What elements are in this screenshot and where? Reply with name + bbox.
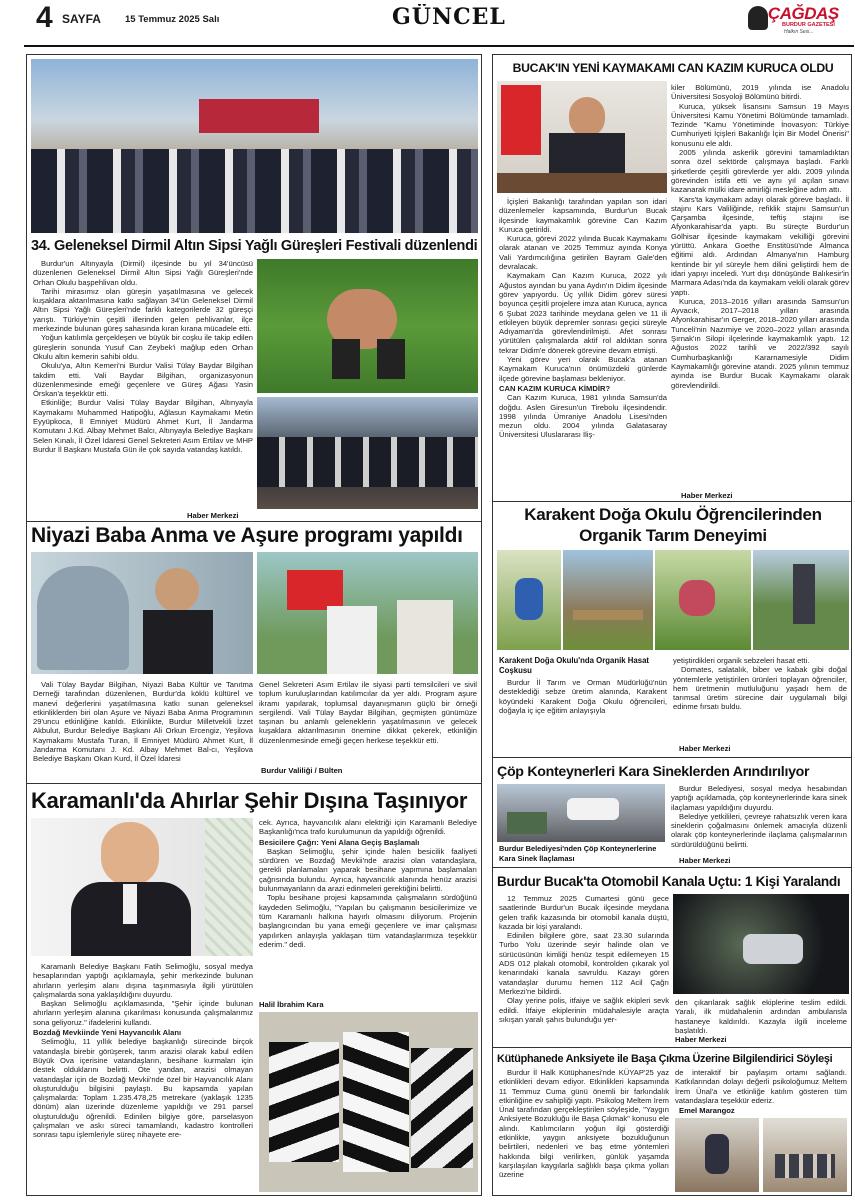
headline-wrestling: 34. Geleneksel Dirmil Altın Sipsi Yağlı Güreşleri Festivali düzenlendi <box>31 238 478 254</box>
para: Kaymakam Can Kazım Kuruca, 2022 yılı Ağustos ayından bu yana Aydın'ın Didim ilçesinde görev yapıyordu. Üç yıllık Didim görev süresi boyunca çeşitli projelere imza atan Kuruca, ayrıca 6 Şubat 2023 tarihinde meydana gelen ve 11 ili etkileyen büyük depremler sonrası geçici süreyle Adıyaman'da görevlendirilmişti. Afet sonrası yürütülen çalışmalarda aktif rol aldıktan sonra tekrar Didim'e dönerek görevine devam etmişti. <box>499 271 667 355</box>
photo-land-map <box>205 818 253 956</box>
para: Domates, salatalık, biber ve kabak gibi doğal yöntemlerle yetiştirilen ürünleri toplayan öğrenciler, hem üretmenin mutluluğunu yaşadı hem de tarımsal üretim sürecine dair uygulamalı bilgi edinme fırsatı buldu. <box>673 665 847 712</box>
para: Belediye yetkilileri, çevreye rahatsızlık veren kara sineklerin çoğalmasını önlemek amacıyla düzenli olarak çöp konteynerlerinde ilaçlama çalışmalarının sürdürüldüğünü belirtti. <box>671 811 847 849</box>
photo-child-garden-1 <box>497 550 561 650</box>
para: Edinilen bilgilere göre, saat 23.30 sularında Turbo Yolu üzerinde seyir halinde olan ve sürücüsünün kimliği henüz tespit edilemeyen 15 ADS 012 plakalı otomobil, kontrolden çıkarak yol kenarındaki kanala savruldu. Kazayı gören vatandaşlar durumu hemen 112 Acil Çağrı Merkezi'ne bildirdi. <box>499 931 669 996</box>
photo-kaymakam-desk <box>497 81 667 193</box>
body-niyazi-col2 <box>259 680 477 766</box>
section-title: GÜNCEL <box>392 4 506 30</box>
para: Yeni görev yeri olarak Bucak'a atanan Kaymakam Kuruca'nın önümüzdeki günlerde ilçede görevine başlaması bekleniyor. <box>499 355 667 383</box>
article-niyazi-baba <box>26 522 482 784</box>
article-karamanli <box>26 784 482 1196</box>
caption-karakent: Karakent Doğa Okulu'nda Organik Hasat Coşkusu <box>499 656 650 675</box>
para: Olay yerine polis, itfaiye ve sağlık ekipleri sevk edildi. İtfaiye ekiplerinin müdahalesiyle araçta sıkışan yaralı şahıs bulunduğu yer- <box>499 996 669 1024</box>
page-word: SAYFA <box>62 12 101 26</box>
photo-aşure-ceremony <box>257 552 478 674</box>
issue-date: 15 Temmuz 2025 Salı <box>125 14 220 25</box>
para: cek. Ayrıca, hayvancılık alanı elektriği için Karamanlı Belediye Başkanlığı'nca trafo kurulumunun da yapıldığı öğrenildi. <box>259 818 477 837</box>
headline-kutuphane: Kütüphanede Anksiyete ile Başa Çıkma Üzerine Bilgilendirici Söyleşi <box>497 1053 833 1065</box>
article-cop-konteyner <box>492 758 852 868</box>
para: Burdur İl Halk Kütüphanesi'nde KÜYAP'25 yaz etkinlikleri devam ediyor. Etkinlikleri kapsamında 11 Temmuz Cuma günü önemli bir farkındalık etkinliğine ev sahipliği yaptı. Psikolog Meltem İrem Ünal tarafından gerçekleştirilen söyleşide, "Yaygın Anksiyete Bozukluğu ile Başa Çıkmak" konusu ele alındı. Katılımcıların yoğun ilgi gösterdiği etkinlikte, yaygın anksiyete bozukluğunun belirtileri, nedenleri ve baş etme yöntemleri hakkında bilgi verilirken, günlük yaşamda karşılaşılan kaygılarla sağlıklı başa çıkma yolları üzerine <box>499 1068 669 1180</box>
body-cop-konteyner <box>671 784 847 856</box>
body-bucak-kaza-right <box>675 998 847 1034</box>
para: Vali Tülay Baydar Bilgihan, Niyazi Baba Kültür ve Tanıtma Derneği tarafından düzenlenen, Burdur'da köklü kültürel ve manevi değerlerini yaşatılmasına katkı sunan geleneksel etkinliklerden biri olan Aşure ve Niyazi Baba Anma Programının 29'uncu etkinliğine katıldı. Etkinlikte, Burdur Milletvekili İzzet Akbulut, Burdur Belediye Başkanı Ali Orkun Ercengiz, Yeşilova Kaymakamı Mustafa Turan, İl Emniyet Müdürü Ahmet Kurt, İl Jandarma Komutanı J. Kd. Albay Mehmet Bal-cı, Yeşilova Belediye Başkanı Okan Kurd, İl Özel İdaresi <box>33 680 253 764</box>
photo-wrestlers-grass <box>257 259 478 393</box>
headline-bucak-kaymakam: BUCAK'IN YENİ KAYMAKAMI CAN KAZIM KURUCA OLDU <box>512 61 834 75</box>
para: Etkinliğe; Burdur Valisi Tülay Baydar Bilgihan, Altınyayla Kaymakamı Muhammed Hatipoğlu, Ağlasun Kaymakamı Metin Eyyüpkoca, İl Emniyet Müdürü Ahmet Kurt, İl Jandarma Komutanı J.Kd. Albay Mehmet Balcı, Altınyayla Belediye Başkanı Selen Kınalı, İl Özel İdaresi Genel Sekreteri Asım Ertilav ve MHP Burdur İl Başkanı Mustafa Gün ile çok sayıda vatandaş katıldı. <box>33 398 253 454</box>
photo-speaker-microphone <box>31 552 253 674</box>
headline-niyazi-baba: Niyazi Baba Anma ve Aşure programı yapıldı <box>31 524 463 547</box>
photo-library-talk-1 <box>675 1118 759 1192</box>
body-karakent-left <box>499 678 667 742</box>
byline-bucak-kaymakam: Haber Merkezi <box>681 491 733 500</box>
para: den çıkarılarak sağlık ekiplerine teslim edildi. Yaralı, ilk müdahalenin ardından ambulansla hastaneye kaldırıldı. Kazayla ilgili inceleme başlatıldı. <box>675 998 847 1034</box>
para: Kars'ta kaymakam adayı olarak göreve başladı. İl stajını Kars Valiliğinde, refiklik stajını Samsun'un Çarşamba ilçesinde, teftiş stajını ise Afyonkarahisar'da yaptı. Bu süreçte Burdur'un Gölhisar ilçesinde kaymakam vekilliği görevini yürüttü. Ankara Goethe Enstitüsü'nde Almanca eğitimi aldı. Ardından Almanya'nın Hamburg kentinde bir yıl süreyle hem dilini geliştirdi hem de idari yapıyı inceledi. Yurt dışı dönüşünde Balıkesir'in Marmara Adası'nda da kaymakam vekili olarak görev yaptı. <box>671 194 849 297</box>
page-header <box>0 0 855 48</box>
body-wrestling <box>33 259 253 511</box>
para: İçişleri Bakanlığı tarafından yapılan son idari düzenlemeler kapsamında, Burdur'un Bucak ilçesinde kaymakamlık görevine Can Kazım Kuruca getirildi. <box>499 197 667 234</box>
para: 2005 yılında askerlik görevini tamamladıktan sonra özel sektörde çalışmaya başladı. Farklı şirketlerde çeşitli görevlerde yer aldı. 2009 yılında görevinden istifa etti ve aynı yıl açılan sınavı kazanarak mülki idare amirliği mesleğine adım attı. <box>671 148 849 195</box>
photo-car-accident-night <box>673 894 849 994</box>
article-bucak-kaza <box>492 868 852 1048</box>
article-karakent <box>492 502 852 758</box>
photo-child-garden-2 <box>655 550 751 650</box>
subheading: Bozdağ Mevkiinde Yeni Hayvancılık Alanı <box>33 1028 182 1038</box>
para: Tarihi mirasımız olan güreşin yaşatılmasına ve gelecek kuşaklara aktarılmasına katkı sağlayan 34'ün Geleneksel Dirmil Altın Sipsi Yağlı Güreşleri'nde farklı kategorilerde 32 güreşçi yarıştı. Türkiye'nin çeşitli illerinden gelen pehlivanlar, ilçe merkezinde bulunan güreş sahasında kıran kırana mücadele etti. <box>33 286 253 334</box>
page-number: 4 <box>36 1 53 34</box>
photo-students-harvest <box>563 550 653 650</box>
logo-emblem-icon <box>748 6 768 30</box>
para: Okulu'ya, Altın Kemeri'ni Burdur Valisi Tülay Baydar Bilgihan takdim etti. Vali Baydar Bilgihan, organizasyonun düzenlenmesinde emeği geçenlere ve Güreş Ağası Yasin Örskan'a teşekkür etti. <box>33 361 253 399</box>
article-kutuphane <box>492 1048 852 1196</box>
body-karamanli-col1 <box>33 962 253 1192</box>
para: Burdur İl Tarım ve Orman Müdürlüğü'nün desteklediği sebze üretim alanında, Karakent köyündeki Karakent Doğa Okulu öğrencileri, doğayla iç içe eğitim anlayışıyla <box>499 678 667 715</box>
byline-cop-konteyner: Haber Merkezi <box>679 856 731 865</box>
article-bucak-kaymakam <box>492 54 852 502</box>
headline-cop-konteyner: Çöp Konteynerleri Kara Sineklerden Arındırılıyor <box>497 764 810 780</box>
byline-kutuphane: Emel Marangoz <box>679 1106 735 1115</box>
para: kiler Bölümünü, 2019 yılında ise Anadolu Üniversitesi Sosyoloji Bölümünü bitirdi. <box>671 83 849 102</box>
para: Burdur Belediyesi, sosyal medya hesabından yaptığı açıklamada, çöp konteynerlerinde kara sinek ilaçlaması yapıldığını duyurdu. <box>671 784 847 812</box>
para: Selimoğlu, 11 yıllık belediye başkanlığı sürecinde birçok vatandaşla birebir görüşerek, tarım arazisi olarak kabul edilen Büyük Ova içerisine vatandaşların, besihane kurmaları için destek olduklarını belirtti. Öte yandan, arazisi olmayan vatandaşlar için de Bozdağ Mevkii'nde özel bir Hayvancılık Alanı oluşturulduğu bilgisini paylaştı. Bu kapsamda yapılan çalışmalarda: Toplam 1.235.478,25 metrekare (yaklaşık 1235 dönüm) alan üzerinde düzenleme yapıldığı ve 291 parsel oluşturulduğu öğrenildi. Edinilen bilgiye göre, parselasyon çalışmaları ve askı süreci tamamlandı, kadastro kontrolleri sonrası tapu işlemleriyle süreç nihayete ere- <box>33 1037 253 1140</box>
para: 12 Temmuz 2025 Cumartesi günü gece saatlerinde Burdur'un Bucak ilçesinde meydana gelen trafik kazasında bir otomobil kanala düştü, kazada bir kişi yaralandı. <box>499 894 669 931</box>
headline-karakent-1: Karakent Doğa Okulu Öğrencilerinden <box>524 505 822 524</box>
photo-library-talk-2 <box>763 1118 847 1192</box>
masthead-logo <box>748 4 852 36</box>
para: Kuruca, 2013–2016 yılları arasında Samsun'un Ayvacık, 2017–2018 yılları arasında Afyonkarahisar'ın Gerger, 2018–2020 yılları arasında Tunceli'nin Nazımiye ve 2020–2022 yılları arasında Şırnak'ın Silopi ilçelerinde kaymakamlık yaptı. 12 Ağustos 2022 tarihli ve 2022/392 sayılı Cumhurbaşkanlığı Kararnamesiyle Didim Kaymakamlığı görevine atandı. 2025 yılının temmuz ayında ise Burdur Bucak Kaymakamı olarak görevlendirildi. <box>671 296 849 390</box>
para: Kuruca, yüksek lisansını Samsun 19 Mayıs Üniversitesi Kamu Yönetimi Bölümünde tamamladı. Tezinde "Kamu Yönetiminde İnovasyon: Türkiye Cumhuriyeti İçişleri Bakanlığı İçin Bir Model Önerisi" konusunu ele aldı. <box>671 101 849 148</box>
para: Can Kazım Kuruca, 1981 yılında Samsun'da doğdu. Aslen Giresun'un Tirebolu ilçesindendir. 1998 yılında Ümraniye Anadolu Lisesi'nden mezun oldu. 2004 yılında Galatasaray Üniversitesi Uluslararası İliş- <box>499 393 667 440</box>
para: Toplu besihane projesi kapsamında çalışmaların sürdüğünü kaydeden Selimoğlu, "Yapılan bu çalışmanın besicilerimize ve tüm Karamanlı halkına hayırlı olmasını diliyorum. Projenin başlangıcından bu yana emeği geçenlere ve imar çalışması yapılırken anlayışla yaklaşan tüm vatandaşlarımıza teşekkür ederim." dedi. <box>259 893 477 949</box>
body-niyazi-col1 <box>33 680 253 776</box>
headline-karakent-2: Organik Tarım Deneyimi <box>579 526 767 545</box>
byline-karamanli: Halil İbrahim Kara <box>259 1000 324 1009</box>
byline-bucak-kaza: Haber Merkezi <box>675 1035 727 1044</box>
logo-subtitle: BURDUR GAZETESİ <box>782 22 835 28</box>
headline-karamanli: Karamanlı'da Ahırlar Şehir Dışına Taşınıyor <box>31 788 468 813</box>
photo-officials-seated <box>257 397 478 509</box>
photo-student-greenhouse <box>753 550 849 650</box>
para: Genel Sekreteri Asım Ertilav ile siyasi parti temsilcileri ve sivil toplum kuruluşlarından katılımcılar da yer aldı. Program aşure ikramı yapılarak, toplumsal dayanışmanın güçlü bir örneği sergilendi. Vali Tülay Baydar Bilgihan, geçmişten günümüze taşınan bu anlamlı geleneklerin yaşatılmasının ve gelecek kuşaklara aktarılmasının önemine dikkat çekerek, etkinliğin düzenlenmesinde emeği geçen herkese teşekkür etti. <box>259 680 477 745</box>
body-karakent-right <box>673 656 847 742</box>
para: yetiştirdikleri organik sebzeleri hasat etti. <box>673 656 810 665</box>
subheading: Besicilere Çağrı: Yeni Alana Geçiş Başlamalı <box>259 837 420 847</box>
photo-dairy-cows <box>259 1012 478 1192</box>
para: Karamanlı Belediye Başkanı Fatih Selimoğlu, sosyal medya hesaplarından yaptığı açıklamayla, şehir merkezinde bulunan ahırların yerleşim alanı dışına taşınmasıyla ilgili yürütülen çalışmalarda sona yaklaşıldığını duyurdu. <box>33 962 253 999</box>
body-bucak-right <box>671 83 849 491</box>
para: de interaktif bir paylaşım ortamı sağlandı. Katkılarından dolayı değerli psikoloğumuz Meltem İrem Ünal'a ve etkinliğe katılım gösteren tüm vatandaşlara teşekkür ederiz. <box>675 1068 847 1104</box>
para: Başkan Selimoğlu açıklamasında, "Şehir içinde bulunan ahırların yerleşim alanına çıkarılması konusunda çalışmalarımız sona geliyoruz." ifadelerini kullandı. <box>33 999 253 1027</box>
logo-text: ÇAĞDAŞ <box>768 4 839 23</box>
para: Başkan Selimoğlu, şehir içinde halen besicilik faaliyeti sürdüren ve Bozdağ Mevkii'nde arazisi olan vatandaşlara, gerekli planlamaları yaparak besihane yapımına başlamaları çağrısında bulundu. Ayrıca, hayvancılık alanında henüz arazisi bulunmayanların da arazi edinmeleri gerektiğini belirtti. <box>259 846 477 894</box>
photo-garbage-containers <box>497 784 665 842</box>
byline-wrestling: Haber Merkezi <box>187 511 239 520</box>
para: Burdur'un Altınyayla (Dirmil) ilçesinde bu yıl 34'üncüsü düzenlenen Geleneksel Dirmil Altın Sipsi Yağlı Güreşleri'nde Orhan Okulu başpehlivan oldu. <box>33 259 253 287</box>
para: Kuruca, görevi 2022 yılında Bucak Kaymakamı olarak atanan ve 2025 Temmuz ayında Konya Vali Yardımcılığına getirilen Bayram Gale'den devralacak. <box>499 234 667 272</box>
article-wrestling <box>26 54 482 522</box>
logo-tagline: Halkın Sesi... <box>784 29 814 35</box>
body-kutuphane-left <box>499 1068 669 1192</box>
body-kutuphane-right <box>675 1068 847 1104</box>
body-bucak-kaza-left <box>499 894 669 1044</box>
subheading: CAN KAZIM KURUCA KİMDİR? <box>499 383 611 393</box>
byline-karakent: Haber Merkezi <box>679 744 731 753</box>
headline-bucak-kaza: Burdur Bucak'ta Otomobil Kanala Uçtu: 1 Kişi Yaralandı <box>497 874 841 889</box>
byline-niyazi-baba: Burdur Valiliği / Bülten <box>261 766 343 775</box>
photo-wrestling-officials <box>31 59 478 233</box>
header-rule <box>24 45 854 47</box>
para: Yoğun katılımla gerçekleşen ve büyük bir coşku ile takip edilen güreşlerin sonunda Yusuf Can Zeybek'i mağlup eden Orhan Okulu altın kemerin sahibi oldu. <box>33 333 253 361</box>
body-karamanli-col2 <box>259 818 477 998</box>
caption-cop-konteyner: Burdur Belediyesi'nden Çöp Konteynerlerine Kara Sinek İlaçlaması <box>499 844 657 863</box>
body-bucak-left <box>499 197 667 495</box>
